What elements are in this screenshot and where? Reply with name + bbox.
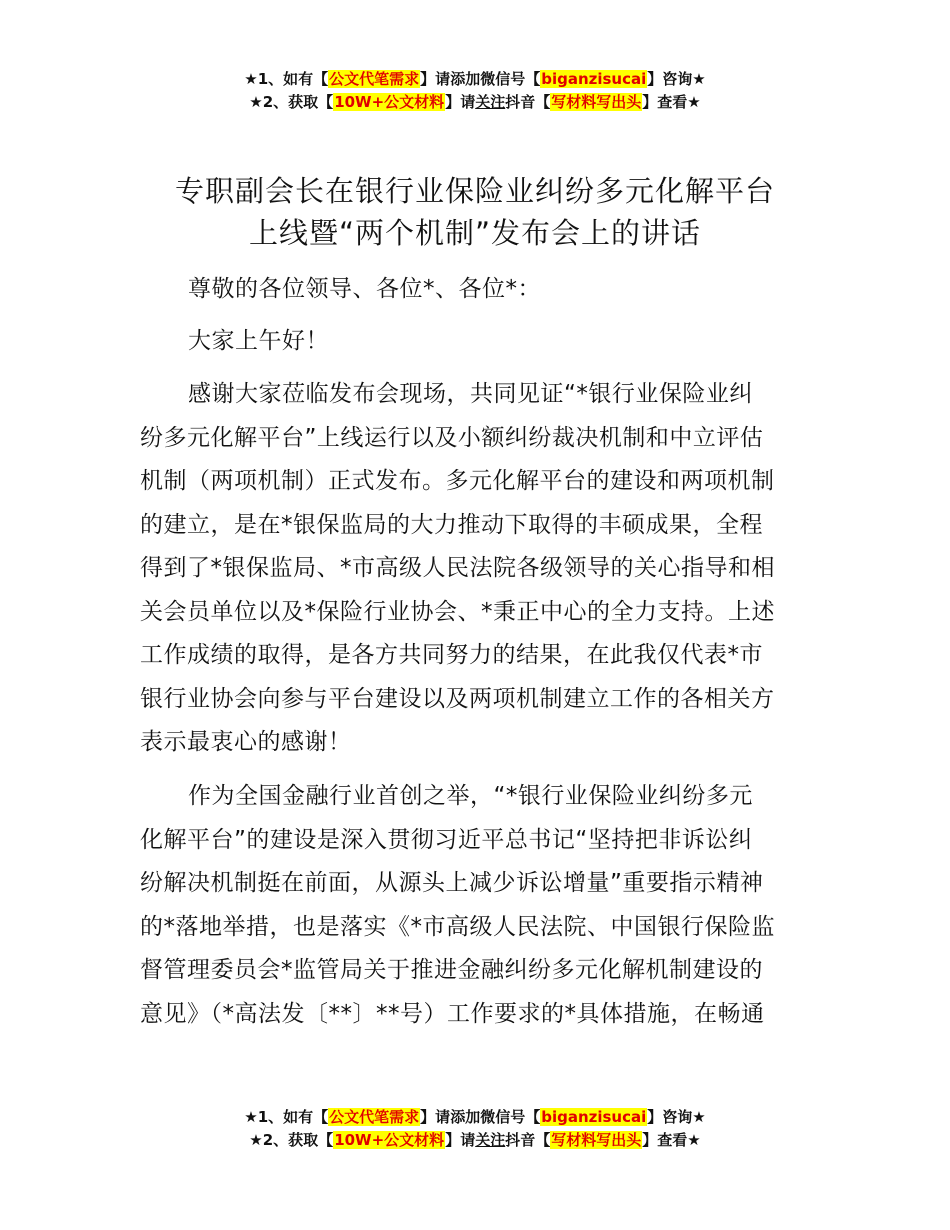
banner-line-1: [0, 1106, 950, 1129]
paragraph-line: 机制（两项机制）正式发布。多元化解平台的建设和两项机制: [140, 468, 775, 494]
banner-text: 】请: [445, 93, 476, 111]
banner-text: 】查看★: [642, 93, 701, 111]
banner-text: ★1、如有【: [244, 1108, 329, 1126]
banner-text: 添加: [450, 70, 481, 88]
paragraph-1: [140, 373, 812, 765]
salutation-text: 尊敬的各位领导、各位*、各位*：: [188, 276, 541, 302]
paragraph-line: 得到了*银保监局、*市高级人民法院各级领导的关心指导和相: [140, 555, 775, 581]
highlight-service: 公文代笔需求: [329, 1108, 420, 1126]
banner-text: 抖音【: [505, 1131, 551, 1149]
banner-text: ★2、获取【: [249, 93, 334, 111]
banner-text: 添加: [450, 1108, 481, 1126]
paragraph-line: 督管理委员会*监管局关于推进金融纠纷多元化解机制建设的: [140, 957, 763, 983]
banner-text: 关注: [475, 1131, 506, 1149]
paragraph-line: 表示最衷心的感谢！: [140, 729, 352, 755]
paragraph-line: 工作成绩的取得，是各方共同努力的结果，在此我仅代表*市: [140, 642, 763, 668]
highlight-materials: 10W+公文材料: [334, 1131, 445, 1149]
salutation: [140, 268, 812, 312]
paragraph-line: 银行业协会向参与平台建设以及两项机制建立工作的各相关方: [140, 685, 775, 712]
paragraph-line: 的*落地举措，也是落实《*市高级人民法院、中国银行保险监: [140, 913, 775, 940]
paragraph-line: 感谢大家莅临发布会现场，共同见证“*银行业保险业纠: [188, 381, 753, 407]
paragraph-line: 纷多元化解平台”上线运行以及小额纠纷裁决机制和中立评估: [140, 424, 764, 451]
greeting-text: 大家上午好！: [188, 328, 329, 354]
paragraph-line: 纷解决机制挺在前面，从源头上减少诉讼增量”重要指示精神: [140, 870, 764, 896]
banner-text: ★2、获取【: [249, 1131, 334, 1149]
paragraph-line: 化解平台”的建设是深入贯彻习近平总书记“坚持把非诉讼纠: [140, 826, 753, 853]
banner-line-2: [0, 91, 950, 114]
paragraph-2: [140, 775, 812, 1036]
top-banner: [0, 68, 950, 114]
banner-text: 】咨询★: [647, 70, 706, 88]
highlight-materials: 10W+公文材料: [334, 93, 445, 111]
highlight-wechat-id: biganzisucai: [541, 1108, 647, 1126]
bottom-banner: [0, 1106, 950, 1152]
paragraph-line: 的建立，是在*银保监局的大力推动下取得的丰硕成果，全程: [140, 511, 763, 538]
highlight-douyin: 写材料写出头: [551, 1131, 642, 1149]
paragraph-line: 作为全国金融行业首创之举，“*银行业保险业纠纷多元: [188, 783, 753, 809]
document-title: [130, 170, 820, 254]
banner-text: 关注: [475, 93, 506, 111]
banner-text: 抖音【: [505, 93, 551, 111]
banner-text: 】请: [420, 70, 451, 88]
banner-text: 微信号【: [480, 70, 541, 88]
banner-text: 微信号【: [480, 1108, 541, 1126]
title-line-2: 上线暨“两个机制”发布会上的讲话: [248, 216, 702, 250]
title-line-1: 专职副会长在银行业保险业纠纷多元化解平台: [174, 174, 775, 208]
highlight-wechat-id: biganzisucai: [541, 70, 647, 88]
highlight-service: 公文代笔需求: [329, 70, 420, 88]
paragraph-line: 关会员单位以及*保险行业协会、*秉正中心的全力支持。上述: [140, 598, 775, 625]
highlight-douyin: 写材料写出头: [551, 93, 642, 111]
banner-text: 】请: [445, 1131, 476, 1149]
greeting: [140, 320, 812, 364]
banner-text: 】咨询★: [647, 1108, 706, 1126]
banner-text: ★1、如有【: [244, 70, 329, 88]
banner-line-2: [0, 1129, 950, 1152]
banner-text: 】请: [420, 1108, 451, 1126]
paragraph-line: 意见》（*高法发〔**〕**号）工作要求的*具体措施，在畅通: [140, 1000, 765, 1027]
banner-text: 】查看★: [642, 1131, 701, 1149]
banner-line-1: [0, 68, 950, 91]
